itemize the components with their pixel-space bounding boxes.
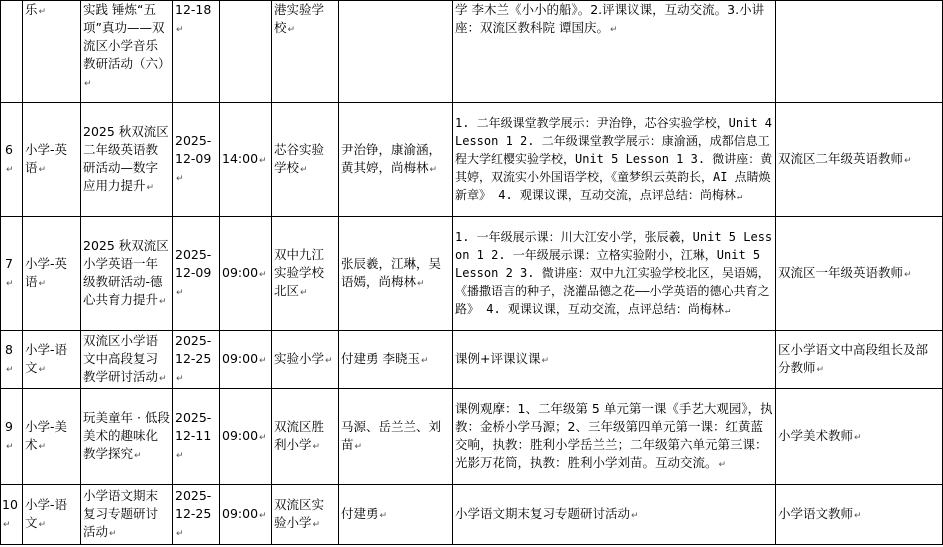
row-number-cell: 10↵ (1, 485, 23, 545)
date-cell: 2025-12-09↵ (173, 217, 220, 331)
time-cell: 14:00↵ (220, 103, 272, 217)
people-cell: 马源、岳兰兰、刘苗↵ (339, 389, 453, 485)
topic-cell: 玩美童年 · 低段美术的趣味化教学探究↵ (81, 389, 173, 485)
time-cell: 09:00↵ (220, 485, 272, 545)
subject-cell: 小学-英语↵ (23, 103, 81, 217)
date-cell: 12-18↵ (173, 1, 220, 103)
table-row (1, 103, 943, 217)
subject-cell: 小学-美术↵ (23, 389, 81, 485)
audience-cell: 区小学语文中高段组长及部分教师↵ (776, 331, 943, 389)
table-row (1, 331, 943, 389)
subject-cell: 小学-英语↵ (23, 217, 81, 331)
venue-cell: 芯谷实验学校↵ (272, 103, 339, 217)
time-cell: 09:00↵ (220, 331, 272, 389)
content-cell: 课例观摩：1、二年级第 5 单元第一课《手艺大观园》，执教：金桥小学马源；2、三年级第四单元第一课：红黄蓝交响，执教：胜利小学岳兰兰；二年级第六单元第三课：光影万花筒，执教：胜利小学刘苗。互动交流。↵ (453, 389, 776, 485)
topic-cell: 实践 锤炼“五项”真功——双流区小学音乐教研活动（六）↵ (81, 1, 173, 103)
date-cell: 2025-12-25↵ (173, 331, 220, 389)
date-cell: 2025-12-25↵ (173, 485, 220, 545)
subject-cell: 乐↵ (23, 1, 81, 103)
table-row (1, 389, 943, 485)
date-cell: 2025-12-11↵ (173, 389, 220, 485)
row-number-cell: 9↵ (1, 389, 23, 485)
topic-cell: 小学语文期末复习专题研讨活动↵ (81, 485, 173, 545)
audience-cell: 小学语文教师↵ (776, 485, 943, 545)
content-cell: 1. 二年级课堂教学展示：尹治铮，芯谷实验学校，Unit 4 Lesson 1 2. 二年级课堂教学展示：康渝涵，成都信息工程大学红樱实验学校，Unit 5 Lesson 1 3. 微讲座：黄其婷，双流实小外国语学校，《童梦织云英韵长，AI 点睛焕新章》 4. 观课议课，互动交流，点评总结：尚梅林↵ (453, 103, 776, 217)
content-cell: 学 李木兰《小小的船》。2.评课议课，互动交流。3.小讲座：双流区教科院 谭国庆。↵ (453, 1, 776, 103)
row-number-cell: 8↵ (1, 331, 23, 389)
row-number-cell: 6↵ (1, 103, 23, 217)
time-cell: 09:00↵ (220, 217, 272, 331)
venue-cell: 港实验学校↵ (272, 1, 339, 103)
venue-cell: 双流区实验小学↵ (272, 485, 339, 545)
audience-cell: 小学美术教师↵ (776, 389, 943, 485)
content-cell: 1. 一年级展示课：川大江安小学，张辰羲，Unit 5 Lesson 1 2. 一年级展示课：立格实验附小，江琳，Unit 5 Lesson 2 3. 微讲座：双中九江实验学校北区，吴语嫣，《播撒语言的种子，浇灌品德之花——小学英语的德心共育之路》 4. 观课议课，互动交流，点评总结：尚梅林↵ (453, 217, 776, 331)
row-number-cell: 7↵ (1, 217, 23, 331)
table-row (1, 485, 943, 545)
audience-cell (776, 1, 943, 103)
venue-cell: 实验小学↵ (272, 331, 339, 389)
table-row (1, 1, 943, 103)
time-cell: 09:00↵ (220, 389, 272, 485)
time-cell (220, 1, 272, 103)
topic-cell: 双流区小学语文中高段复习教学研讨活动↵ (81, 331, 173, 389)
table-row (1, 217, 943, 331)
people-cell: 张辰羲，江琳，吴语嫣，尚梅林↵ (339, 217, 453, 331)
people-cell: 付建勇↵ (339, 485, 453, 545)
audience-cell: 双流区一年级英语教师↵ (776, 217, 943, 331)
people-cell: 尹治铮，康渝涵，黄其婷，尚梅林↵ (339, 103, 453, 217)
row-number-cell (1, 1, 23, 103)
topic-cell: 2025 秋双流区小学英语一年级教研活动-德心共育力提升↵ (81, 217, 173, 331)
subject-cell: 小学-语文↵ (23, 485, 81, 545)
venue-cell: 双中九江实验学校北区↵ (272, 217, 339, 331)
content-cell: 小学语文期末复习专题研讨活动↵ (453, 485, 776, 545)
topic-cell: 2025 秋双流区二年级英语教研活动—数字应用力提升↵ (81, 103, 173, 217)
subject-cell: 小学-语文↵ (23, 331, 81, 389)
date-cell: 2025-12-09↵ (173, 103, 220, 217)
people-cell: 付建勇 李晓玉↵ (339, 331, 453, 389)
venue-cell: 双流区胜利小学↵ (272, 389, 339, 485)
audience-cell: 双流区二年级英语教师↵ (776, 103, 943, 217)
content-cell: 课例+评课议课↵ (453, 331, 776, 389)
people-cell (339, 1, 453, 103)
